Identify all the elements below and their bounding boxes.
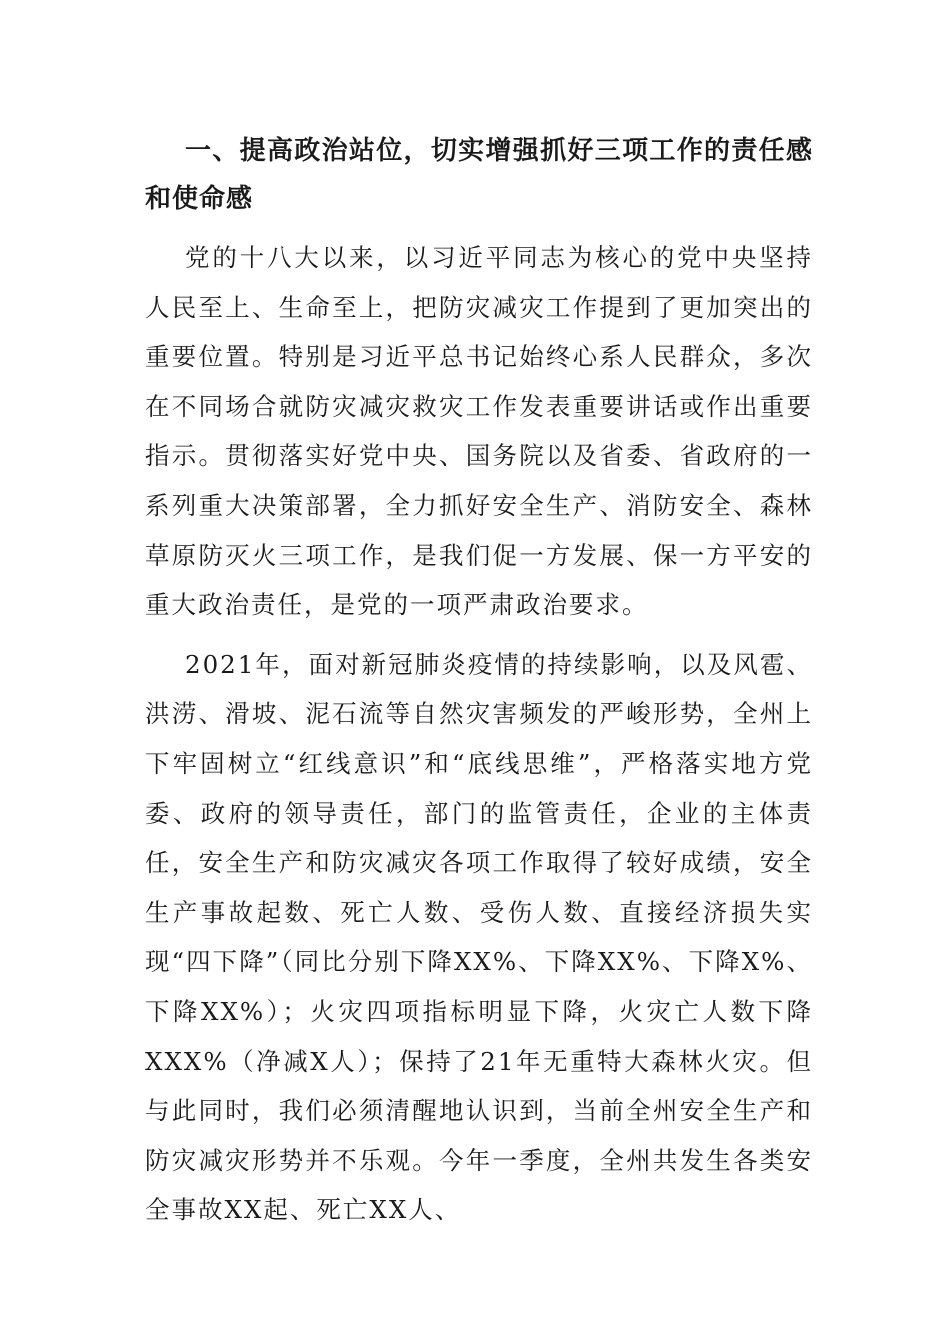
document-body [145, 127, 813, 1245]
body-paragraph-2: 2021年，面对新冠肺炎疫情的持续影响，以及风雹、洪涝、滑坡、泥石流等自然灾害频发的严峻形势，全州上下牢固树立“红线意识”和“底线思维”，严格落实地方党委、政府的领导责任，部门的监管责任，企业的主体责任，安全生产和防灾减灾各项工作取得了较好成绩，安全生产事故起数、死亡人数、受伤人数、直接经济损失实现“四下降”（同比分别下降XX%、下降XX%、下降X%、下降XX%）；火灾四项指标明显下降，火灾亡人数下降XXX%（净减X人）；保持了21年无重特大森林火灾。但与此同时，我们必须清醒地认识到，当前全州安全生产和防灾减灾形势并不乐观。今年一季度，全州共发生各类安全事故XX起、死亡XX人、 [145, 649, 813, 1225]
body-paragraph-1: 党的十八大以来，以习近平同志为核心的党中央坚持人民至上、生命至上，把防灾减灾工作提到了更加突出的重要位置。特别是习近平总书记始终心系人民群众，多次在不同场合就防灾减灾救灾工作发表重要讲话或作出重要指示。贯彻落实好党中央、国务院以及省委、省政府的一系列重大决策部署，全力抓好安全生产、消防安全、森林草原防灭火三项工作，是我们促一方发展、保一方平安的重大政治责任，是党的一项严肃政治要求。 [145, 243, 813, 620]
section-heading: 一、提高政治站位，切实增强抓好三项工作的责任感和使命感 [145, 136, 813, 214]
